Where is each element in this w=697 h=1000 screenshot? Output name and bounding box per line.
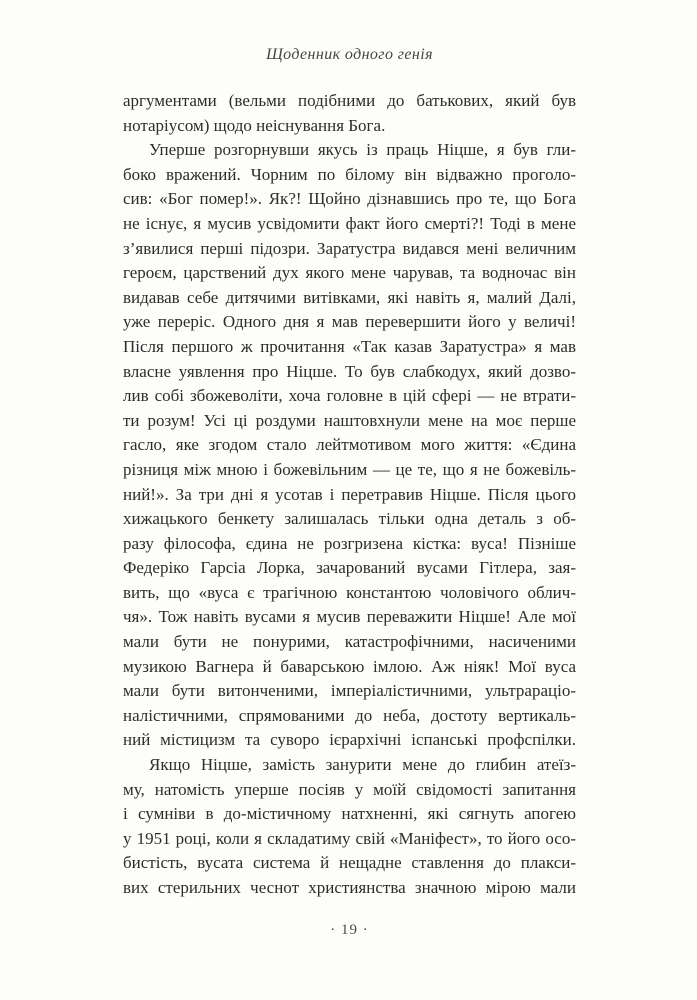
running-header: Щоденник одного генія — [266, 46, 433, 63]
text-line: Після першого ж прочитання «Так казав Заратустра» я мав — [123, 336, 576, 356]
text-line: мали бути не понурими, катастрофічними, насиченими — [123, 632, 576, 652]
text-line: власне уявлення про Ніцше. То був слабкодух, який дозво- — [123, 361, 576, 381]
text-line: і сумніви в до-містичному натхненні, які сягнуть апогею — [123, 804, 576, 824]
text-line: гасло, яке згодом стало лейтмотивом мого життя: «Єдина — [123, 435, 576, 455]
text-line: Уперше розгорнувши якусь із праць Ніцше, я був гли- — [149, 140, 576, 160]
text-line: ти розум! Усі ці роздуми наштовхнули мене на моє перше — [123, 410, 576, 430]
text-line: ний містицизм та суворо ієрархічні іспанські профспілки. — [123, 730, 576, 750]
text-line: разу філософа, єдина не розгризена кістка: вуса! Пізніше — [123, 533, 576, 553]
text-line: лив собі збожеволіти, хоча головне в цій сфері — не втрати- — [123, 386, 576, 406]
text-line: бистість, вусата система й нещадне ставлення до плакси- — [123, 853, 576, 873]
text-line: героєм, царствений дух якого мене чарував, та водночас він — [123, 263, 576, 283]
text-line: з’явилися перші підозри. Заратустра видався мені величним — [123, 238, 576, 258]
text-line: ний!». За три дні я усотав і перетравив Ніцше. Після цього — [123, 484, 576, 504]
text-line: нотаріусом) щодо неіснування Бога. — [123, 115, 386, 135]
text-line: не існує, я мусив усвідомити факт його смерті?! Тоді в мене — [123, 213, 576, 233]
page-body — [123, 89, 576, 901]
text-line: му, натомість уперше посіяв у моїй свідомості запитання — [123, 779, 576, 799]
page-number: · 19 · — [330, 922, 369, 938]
text-line: у 1951 році, коли я складатиму свій «Маніфест», то його осо- — [123, 828, 576, 848]
text-line: уже переріс. Одного дня я мав перевершити його у величі! — [123, 312, 576, 332]
text-line: мали бути витонченими, імперіалістичними, ультрараціо- — [123, 681, 576, 701]
text-line: різниця між мною і божевільним — це те, що я не божевіль- — [123, 459, 576, 479]
text-line: вить, що «вуса є трагічною константою чоловічого облич- — [123, 582, 576, 602]
text-line: музикою Вагнера й баварською імлою. Аж ніяк! Мої вуса — [123, 656, 576, 676]
text-line: Федеріко Гарсіа Лорка, зачарований вусами Гітлера, зая- — [123, 558, 576, 578]
text-line: видавав себе дитячими витівками, які навіть я, малий Далі, — [123, 287, 576, 307]
text-line: аргументами (вельми подібними до батькових, який був — [123, 91, 576, 110]
text-line: вих стерильних чеснот християнства значною мірою мали — [123, 878, 576, 897]
text-line: налістичними, спрямованими до неба, достоту вертикаль- — [123, 705, 576, 725]
text-line: чя». Тож навіть вусами я мусив переважити Ніцше! Але мої — [123, 607, 576, 627]
text-line: боко вражений. Чорним по білому він відважно проголо- — [123, 164, 576, 184]
text-line: хижацького бенкету залишалась тільки одна деталь з об- — [123, 509, 576, 529]
text-line: сив: «Бог помер!». Як?! Щойно дізнавшись про те, що Бога — [123, 189, 576, 209]
text-line: Якщо Ніцше, замість занурити мене до глибин атеїз- — [149, 755, 576, 775]
